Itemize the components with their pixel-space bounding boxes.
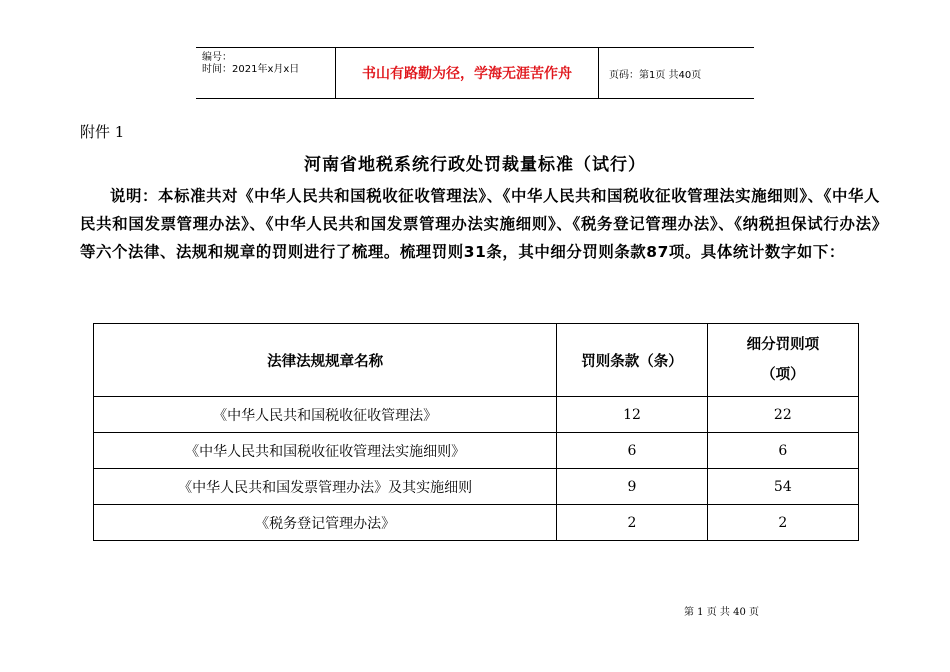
header-page-info: 页码：第1页 共40页 <box>609 69 702 81</box>
description-paragraph: 说明：本标准共对《中华人民共和国税收征收管理法》、《中华人民共和国税收征收管理法实施细则》、《中华人民共和国发票管理办法》、《中华人民共和国发票管理办法实施细则》、《税务登记管理办法》、《纳税担保试行办法》等六个法律、法规和规章的罚则进行了梳理。梳理罚则31条，其中细分罚则条款87项。具体统计数字如下： <box>80 187 880 261</box>
header-number-label: 编号： <box>202 52 232 63</box>
page-header <box>196 47 754 99</box>
header-meta <box>196 48 336 98</box>
row-name: 《税务登记管理办法》 <box>94 505 557 541</box>
table-row <box>94 469 859 505</box>
document-title: 河南省地税系统行政处罚裁量标准（试行） <box>304 155 646 175</box>
page-footer: 第 1 页 共 40 页 <box>684 607 759 618</box>
row-articles: 9 <box>557 469 707 505</box>
header-items-line2: （项） <box>761 367 805 383</box>
header-items-line1: 细分罚则项 <box>746 337 820 353</box>
row-items: 6 <box>707 433 858 469</box>
table-row <box>94 433 859 469</box>
row-items: 22 <box>707 397 858 433</box>
row-items: 2 <box>707 505 858 541</box>
header-articles: 罚则条款（条） <box>557 324 707 397</box>
row-articles: 2 <box>557 505 707 541</box>
header-time-label: 时间：2021年x月x日 <box>202 64 300 75</box>
row-name: 《中华人民共和国税收征收管理法》 <box>94 397 557 433</box>
header-name: 法律法规规章名称 <box>94 324 557 397</box>
header-slogan: 书山有路勤为径，学海无涯苦作舟 <box>336 48 599 98</box>
table-row <box>94 397 859 433</box>
row-name: 《中华人民共和国税收征收管理法实施细则》 <box>94 433 557 469</box>
row-items: 54 <box>707 469 858 505</box>
statistics-table <box>93 323 859 541</box>
row-name: 《中华人民共和国发票管理办法》及其实施细则 <box>94 469 557 505</box>
attachment-label: 附件 1 <box>80 123 125 141</box>
table-row <box>94 505 859 541</box>
header-items <box>707 324 858 397</box>
table-header-row <box>94 324 859 397</box>
row-articles: 12 <box>557 397 707 433</box>
row-articles: 6 <box>557 433 707 469</box>
